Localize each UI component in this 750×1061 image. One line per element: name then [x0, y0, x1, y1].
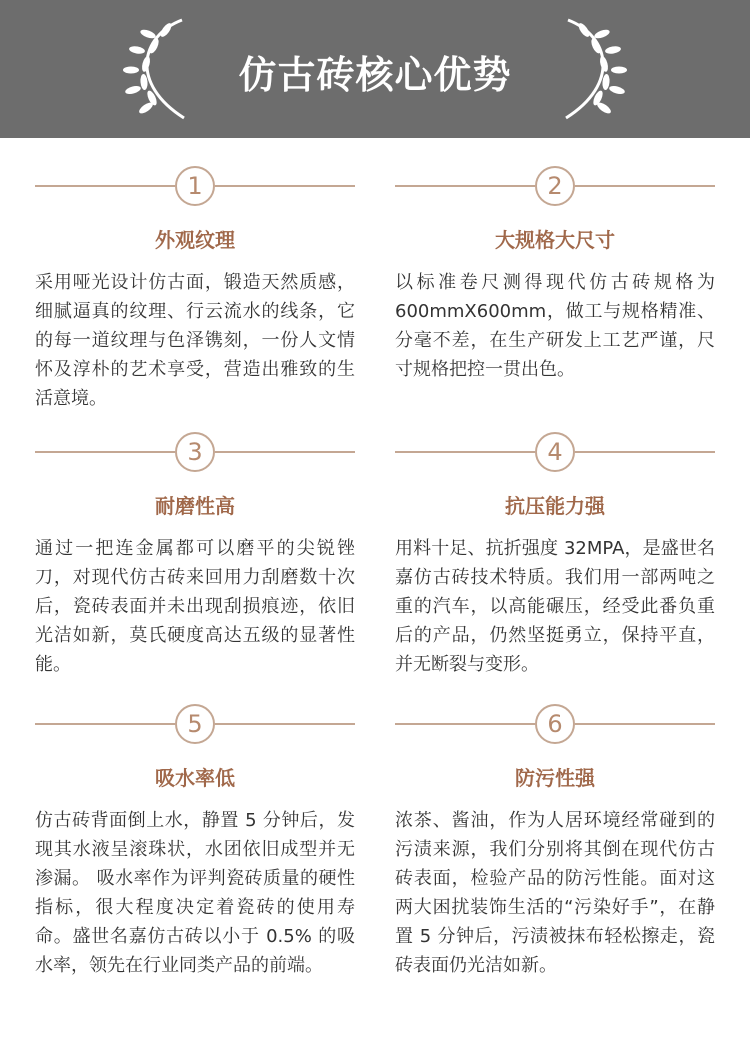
- feature-description: 浓茶、酱油，作为人居环境经常碰到的污渍来源，我们分别将其倒在现代仿古砖表面，检验产品的防污性能。面对这两大困扰装饰生活的“污染好手”，在静置 5 分钟后，污渍被抹布轻松擦走，瓷砖表面仍光洁如新。: [395, 810, 715, 976]
- feature-number: 6: [535, 704, 575, 744]
- divider-line: [575, 451, 715, 453]
- feature-card: [395, 166, 715, 384]
- page-title: 仿古砖核心优势: [238, 53, 512, 97]
- divider-line: [215, 185, 355, 187]
- feature-number: 3: [175, 432, 215, 472]
- divider-line: [35, 723, 175, 725]
- number-divider: [395, 166, 715, 206]
- divider-line: [575, 723, 715, 725]
- number-divider: [35, 166, 355, 206]
- feature-number: 2: [535, 166, 575, 206]
- divider-line: [215, 723, 355, 725]
- divider-line: [35, 451, 175, 453]
- header-banner: [0, 0, 750, 138]
- divider-line: [395, 451, 535, 453]
- feature-description: 仿古砖背面倒上水，静置 5 分钟后，发现其水液呈滚珠状，水团依旧成型并无渗漏。 吸水率作为评判瓷砖质量的硬性指标，很大程度决定着瓷砖的使用寿命。盛世名嘉仿古砖以小于 0.5% 的吸水率，领先在行业同类产品的前端。: [35, 810, 355, 976]
- divider-line: [575, 185, 715, 187]
- feature-description: 以标准卷尺测得现代仿古砖规格为600mmX600mm，做工与规格精准、分毫不差，在生产研发上工艺严谨，尺寸规格把控一贯出色。: [395, 272, 715, 380]
- number-divider: [35, 432, 355, 472]
- feature-title: 防污性强: [515, 766, 595, 790]
- divider-line: [395, 723, 535, 725]
- feature-title: 吸水率低: [155, 766, 235, 790]
- feature-number: 4: [535, 432, 575, 472]
- feature-title: 抗压能力强: [505, 494, 605, 518]
- feature-card: [395, 432, 715, 679]
- number-divider: [35, 704, 355, 744]
- divider-line: [35, 185, 175, 187]
- feature-title: 耐磨性高: [155, 494, 235, 518]
- feature-description: 采用哑光设计仿古面，锻造天然质感，细腻逼真的纹理、行云流水的线条，它的每一道纹理与色泽镌刻，一份人文情怀及淳朴的艺术享受，营造出雅致的生活意境。: [35, 272, 355, 409]
- number-divider: [395, 704, 715, 744]
- feature-card: [395, 704, 715, 980]
- laurel-right-icon: [558, 14, 628, 124]
- feature-card: [35, 704, 355, 980]
- divider-line: [395, 185, 535, 187]
- feature-card: [35, 166, 355, 413]
- feature-title: 大规格大尺寸: [495, 228, 615, 252]
- number-divider: [395, 432, 715, 472]
- divider-line: [215, 451, 355, 453]
- feature-card: [35, 432, 355, 679]
- feature-number: 5: [175, 704, 215, 744]
- feature-number: 1: [175, 166, 215, 206]
- feature-description: 通过一把连金属都可以磨平的尖锐锉刀，对现代仿古砖来回用力刮磨数十次后，瓷砖表面并未出现刮损痕迹，依旧光洁如新，莫氏硬度高达五级的显著性能。: [35, 538, 355, 675]
- feature-description: 用料十足、抗折强度 32MPA，是盛世名嘉仿古砖技术特质。我们用一部两吨之重的汽车，以高能碾压，经受此番负重后的产品，仍然坚挺勇立，保持平直，并无断裂与变形。: [395, 538, 715, 675]
- feature-title: 外观纹理: [155, 228, 235, 252]
